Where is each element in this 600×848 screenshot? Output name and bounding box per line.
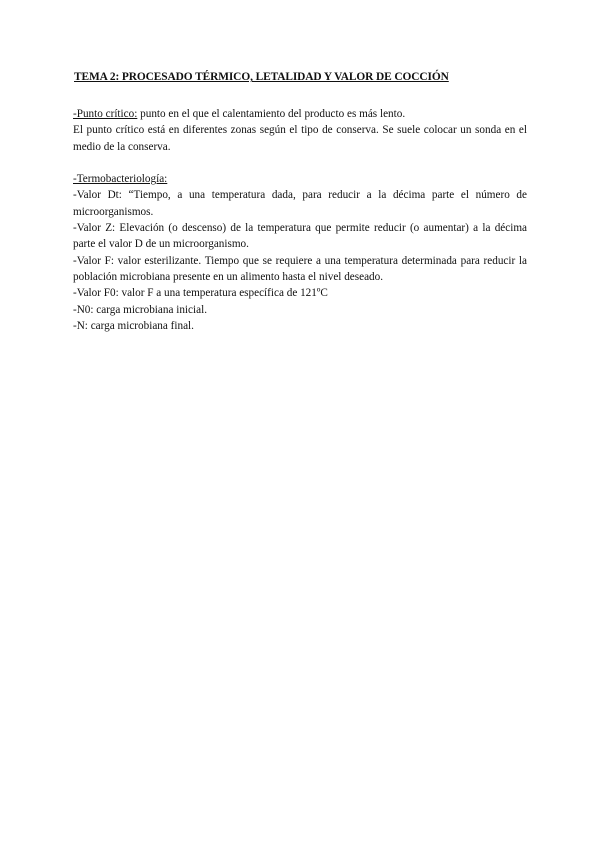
valor-f-item: -Valor F: valor esterilizante. Tiempo que se requiere a una temperatura determinada para reducir la población microbiana presente en un alimento hasta el nivel deseado.: [73, 254, 527, 283]
n-item: -N: carga microbiana final.: [73, 319, 194, 332]
valor-f0-item: -Valor F0: valor F a una temperatura específica de 121ºC: [73, 287, 328, 300]
punto-critico-label: -Punto crítico:: [73, 108, 138, 120]
valor-dt-item: -Valor Dt: “Tiempo, a una temperatura dada, para reducir a la décima parte el número de microorganismos.: [73, 189, 527, 218]
punto-critico-text: punto en el que el calentamiento del producto es más lento.: [137, 108, 406, 120]
termobacteriologia-heading: -Termobacteriología:: [73, 173, 168, 186]
document-body: [73, 106, 527, 334]
n0-item: -N0: carga microbiana inicial.: [73, 303, 207, 316]
valor-z-item: -Valor Z: Elevación (o descenso) de la temperatura que permite reducir (o aumentar) a la décima parte el valor D de un microorganismo.: [73, 222, 527, 251]
document-title: TEMA 2: PROCESADO TÉRMICO, LETALIDAD Y VALOR DE COCCIÓN: [74, 71, 449, 83]
punto-critico-detail: El punto crítico está en diferentes zonas según el tipo de conserva. Se suele colocar un sonda en el medio de la conserva.: [73, 124, 527, 153]
punto-critico-paragraph: [73, 106, 527, 122]
paragraph-spacer: [73, 155, 527, 171]
